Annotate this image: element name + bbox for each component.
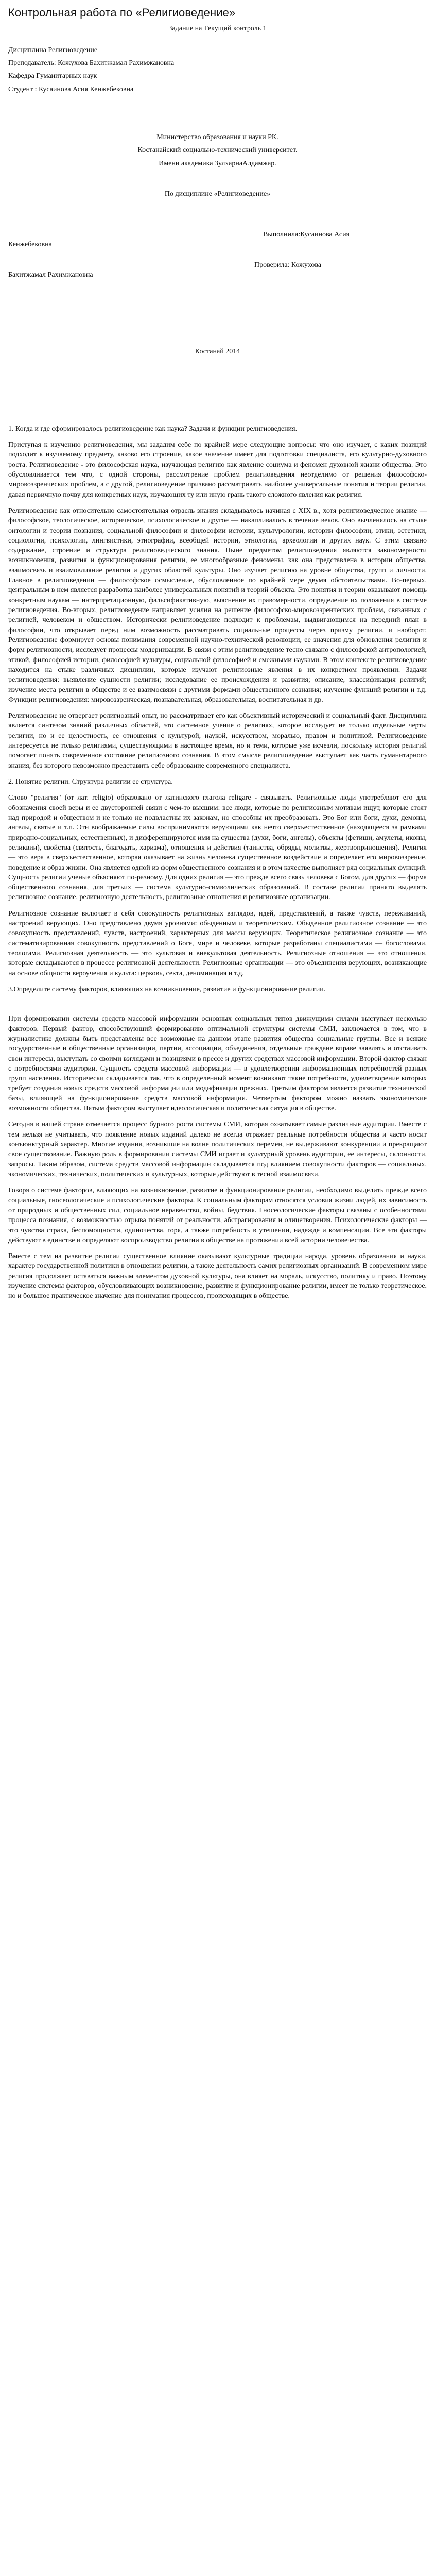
teacher-name-line: Бахитжамал Рахимжановна: [8, 271, 93, 279]
body-paragraph: Вместе с тем на развитие религии существенное влияние оказывают культурные традиции народа, уровень образования и науки, характер государственной политики в отношении религии, а также деятельность самих религиозных организаций. В современном мире религия продолжает оставаться важным элементом духовной культуры, она влияет на мораль, искусство, политику и право. Поэтому изучение системы факторов, обусловливающих возникновение, развитие и функционирование религии, имеет не только теоретическое, но и большое практическое значение для понимания процессов, происходящих в обществе.: [8, 1252, 427, 1300]
body-paragraph: При формировании системы средств массовой информации основных социальных типов движущими силами выступает несколько факторов. Первый фактор, способствующий формированию оптимальной структуры системы СМИ, заключается в том, что в журналистике должны быть представлены все возможные на данном этапе развития общества социальные группы. Все и всякие государственные и общественные организации, партии, ассоциации, объединения, отдельные граждане вправе заявлять и отстаивать свои интересы, выступать со своими взглядами и позициями в прессе и других средствах массовой информации. Второй фактор связан с потребностями аудитории. Сущность средств массовой информации — в удовлетворении информационных потребностей разных групп населения. Исторически складывается так, что в определенный момент возникают такие потребности, удовлетворение которых требует создания новых средств массовой информации или модификации прежних. Третьим фактором является развитие технической базы, влияющей на функционирование средств массовой информации. Четвертым фактором можно назвать экономические возможности общества. Пятым фактором выступает идеологическая и политическая ситуация в обществе.: [8, 1015, 427, 1113]
question-1-heading: 1. Когда и где сформировалось религиоведение как наука? Задачи и функции религиоведения.: [8, 425, 298, 433]
body-paragraph: Сегодня в нашей стране отмечается процесс бурного роста системы СМИ, которая охватывает самые различные аудитории. Вместе с тем нельзя не учитывать, что появление новых изданий далеко не всегда отражает реальные потребности общества и часто носит конъюнктурный характер. Многие издания, возникшие на волне политических перемен, не выдерживают конкуренции и прекращают свое существование. Важную роль в формировании системы СМИ играет и культурный уровень аудитории, ее интересы, склонности, запросы. Таким образом, система средств массовой информации складывается под влиянием совокупности факторов — социальных, экономических, технических, политических и культурных, которые действуют в тесной взаимосвязи.: [8, 1121, 427, 1178]
body-paragraph: Слово "религия" (от лат. religio) образовано от латинского глагола religare - связывать. Религиозные люди употребляют его для обозначения своей веры и ее двусторонней связи с чем-то высшим: все люди, которые по религиозным мотивам ищут, которые стоят над природой и обществом и не только не подвластны их законам, но способны их преобразовать. Это Бог или боги, духи, демоны, ангелы, святые и т.п. Эти воображаемые силы воспринимаются верующими как нечто сверхъестественное (находящееся за рамками природно-социальных, естественных), и дифференцируются ими на существа (духи, боги, ангелы), объекты (фетиши, амулеты, иконы, реликвии), свойства (святость, благодать, харизма), отношения и действия (таинства, обряды, молитвы, жертвоприношения). Религия — это вера в сверхъестественное, которая оказывает на жизнь человека существенное воздействие и определяет его мировоззрение, поведение и образ жизни. Она является одной из форм общественного сознания и в этом качестве выполняет ряд социальных функций. Сущность религии ученые объясняют по-разному. Для одних религия — это прежде всего связь человека с Богом, для других — форма общественного сознания, для третьих — система культурно-символических образований. В составе религии принято выделять религиозное сознание, религиозную деятельность, религиозные отношения и религиозные организации.: [8, 794, 427, 902]
meta-student: Студент : Кусаинова Асия Кенжебековна: [8, 85, 134, 93]
meta-block: [8, 45, 427, 94]
question-2-heading: 2. Понятие религии. Структура религии ее структура.: [8, 778, 173, 786]
meta-teacher: Преподаватель: Кожухова Бахитжамал Рахимжановна: [8, 59, 175, 67]
body-paragraph: Религиоведение не отвергает религиозный опыт, но рассматривает его как объективный исторический и социальный факт. Дисциплина является синтезом знаний различных областей, это системное учение о религиях, которое исследует не только отдельные черты религии, но и ее целостность, ее отношения с культурой, наукой, искусством, моралью, правом и политикой. Религиоведение интересуется не только религиями, существующими в настоящее время, но и теми, которые уже исчезли, поскольку история религий помогает понять современное состояние религиозного сознания. В этом смысле религиоведение выступает как часть гуманитарного знания, без которого невозможно представить себе образование современного специалиста.: [8, 712, 427, 770]
meta-department: Кафедра Гуманитарных наук: [8, 72, 97, 80]
checked-line: Проверила: Кожухова: [254, 261, 321, 269]
body-paragraph: Религиозное сознание включает в себя совокупность религиозных взглядов, идей, представлений, а также чувств, переживаний, настроений верующих. Оно представлено двумя уровнями: обыденным и теоретическим. Обыденное религиозное сознание — это совокупность представлений, чувств, настроений, характерных для массы верующих. Теоретическое религиозное сознание — это систематизированная совокупность представлений о Боге, мире и человеке, которые разработаны специалистами — богословами, теологами. Религиозная деятельность — это культовая и внекультовая деятельность. Религиозные отношения — это отношения, которые складываются в процессе религиозной деятельности. Религиозные организации — это объединения верующих, возникающие на основе общности вероучения и культа: церковь, секта, деноминация и т.д.: [8, 909, 427, 977]
university-line: Костанайский социально-технический университет.: [137, 146, 298, 155]
city-year-line: Костанай 2014: [195, 348, 240, 356]
meta-discipline: Дисциплина Религиоведение: [8, 46, 98, 54]
document-body: [8, 424, 427, 1301]
question-3-heading: 3.Определите систему факторов, влияющих на возникновение, развитие и функционирование религии.: [8, 985, 326, 993]
document-title: Контрольная работа по «Религиоведение»: [8, 6, 236, 19]
student-surname-line: Кенжебековна: [8, 241, 52, 249]
discipline-line: По дисциплине «Религиоведение»: [164, 190, 271, 198]
ministry-line: Министерство образования и науки РК.: [156, 133, 278, 141]
named-after-line: Имени академика ЗулхарнаАлдамжар.: [159, 159, 276, 167]
performer-line: Выполнила:Кусаинова Асия: [263, 231, 350, 239]
body-paragraph: Говоря о системе факторов, влияющих на возникновение, развитие и функционирование религии, необходимо выделить прежде всего социальные, гносеологические и психологические факторы. К социальным факторам относятся условия жизни людей, их зависимость от природных и общественных сил, социальное неравенство, войны, бедствия. Гносеологические факторы связаны с особенностями процесса познания, с возможностью отрыва понятий от реальности, абстрагирования и олицетворения. Психологические факторы — это чувства страха, беспомощности, одиночества, горя, а также потребность в утешении, надежде и компенсации. Все эти факторы действуют в единстве и определяют воспроизводство религии в обществе на протяжении всей истории человечества.: [8, 1187, 427, 1244]
document-subtitle: Задание на Текущий контроль 1: [168, 25, 267, 33]
body-paragraph: Религиоведение как относительно самостоятельная отрасль знания складывалось начиная с XIX в., хотя религиоведческое знание — философское, теологическое, историческое, психологическое и другое — накапливалось в течение веков. Оно вычленялось на стыке онтологии и теории познания, социальной философии и философии истории, культурологии, истории философии, этики, эстетики, социологии, психологии, лингвистики, этнографии, всеобщей истории, этнологии, археологии и других наук. С этим связано содержание, строение и структура религиоведческого знания. Ныне предметом религиоведения являются закономерности возникновения, развития и функционирования религии, ее многообразные феномены, как она представлена в истории общества, взаимосвязь и взаимовлияние религии и других областей культуры. Оно изучает религию на уровне общества, групп и личности. Главное в религиоведении — философское осмысление, обусловленное по крайней мере двумя обстоятельствами. Во-первых, центральным в нем является разработка наиболее универсальных понятий и теорий объекта. Это понятия и теории оказывают помощь конкретным наукам — интерпретационную, фальсификативную, выяснение их правомерности, определение их положения в системе религиоведения. Во-вторых, религиоведение направляет усилия на решение философско-мировоззренческих проблем, связанных с религией, человеком и обществом. Исторически религиоведение подходит к проблемам, выдвигающимся на передний план в философии, что открывает перед ним возможность рассматривать социальные процессы через призму религии, и наоборот. Религиоведение формирует основы понимания современной научно-технической революции, ее значения для обновления религии и форм религиозности, исследует процессы модернизации. В связи с этим религиоведение тесно связано с философской антропологией, этикой, философией истории, философией культуры, социальной философией и смежными науками. В этом контексте религиоведение находится на стыке различных дисциплин, которые изучают религиозные явления в их конкретном проявлении. Задачи религиоведения: выявление сущности религии; исследование ее происхождения и развития; описание, классификация религий; изучение места религии в обществе и ее взаимосвязи с другими формами общественного сознания; изучение функций религии и т.д. Функции религиоведения: мировоззренческая, познавательная, образовательная, воспитательная и др.: [8, 506, 427, 704]
body-paragraph: Приступая к изучению религиоведения, мы зададим себе по крайней мере следующие вопросы: что оно изучает, с каких позиций подходит к изучаемому предмету, каково его строение, какое значение имеет для подготовки специалиста, его культурно-духовного роста. Религиоведение - это философская наука, изучающая религию как явление социума и феномен духовной жизни общества. Это обусловливается тем что, с одной стороны, рассмотрение проблем религиоведения неотделимо от решения философско-мировоззренческих проблем, а с другой, религиоведение призвано рассматривать наиболее универсальные понятия и теории религии, давая первичную почву для конкретных наук, изучающих ту или иную грань такого сложного явления как религия.: [8, 441, 427, 499]
